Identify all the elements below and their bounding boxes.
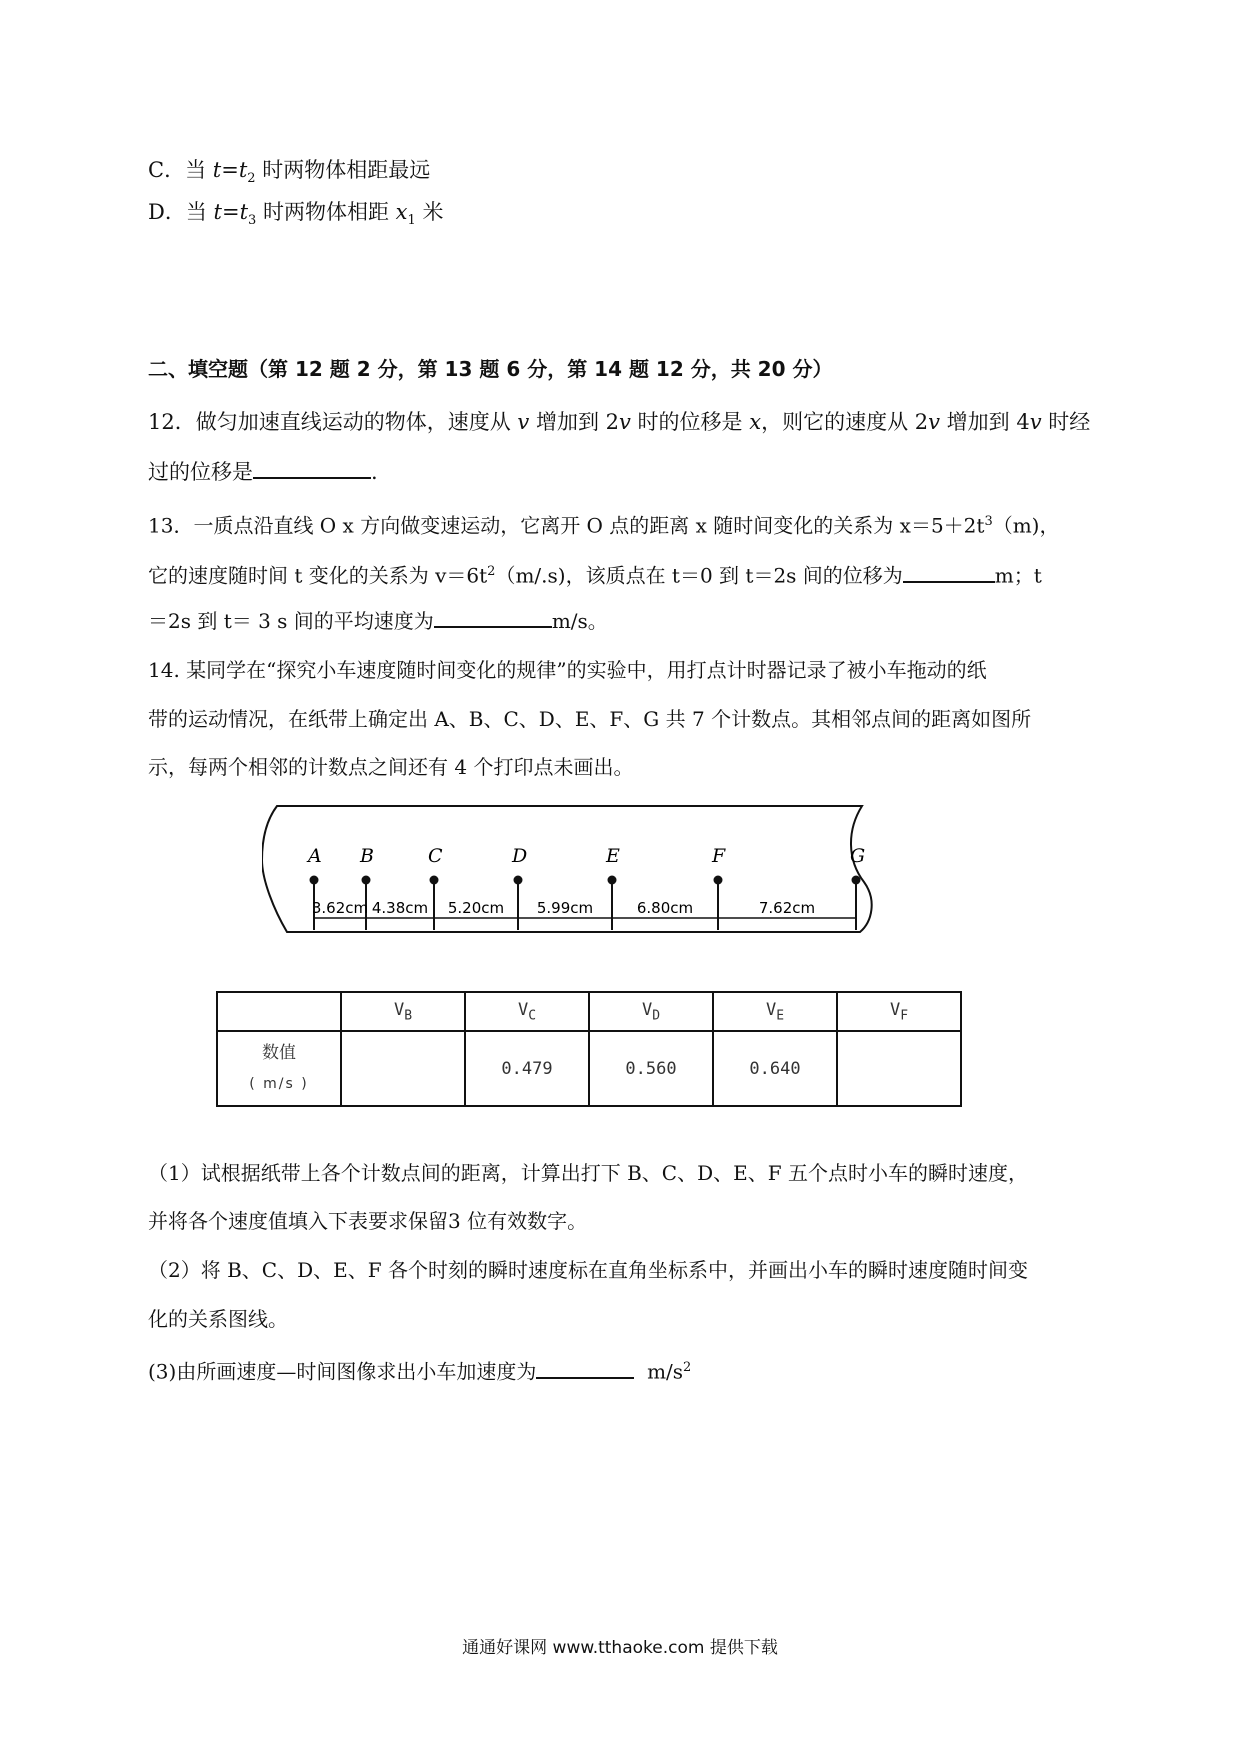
q14-part2-line2: 化的关系图线。	[148, 1307, 288, 1331]
row-label: 数值 ( m/s )	[217, 1031, 341, 1106]
tape-distance-label: 6.80cm	[636, 899, 694, 917]
q14-part3: (3)由所画速度—时间图像求出小车加速度为 $m/s^2$	[148, 1352, 691, 1388]
value-vf[interactable]	[837, 1031, 961, 1106]
q13-line3: ＝2s 到 t＝ 3 s 间的平均速度为 m/s。	[148, 604, 608, 637]
value-vd: 0.560	[589, 1031, 713, 1106]
header-vb: $V_B$	[341, 992, 465, 1031]
q14-part1-line1: （1）试根据纸带上各个计数点间的距离，计算出打下 B、C、D、E、F 五个点时小车的瞬时速度，	[148, 1161, 1028, 1185]
page-footer: 通通好课网 www.tthaoke.com 提供下载	[462, 1638, 778, 1658]
q14-line2: 带的运动情况，在纸带上确定出 A、B、C、D、E、F、G 共 7 个计数点。其相邻点间的距离如图所	[148, 707, 1032, 731]
q13-avg-velocity-blank[interactable]	[434, 604, 552, 628]
tape-point-label: E	[606, 845, 620, 867]
header-vf: $V_F$	[837, 992, 961, 1031]
q14-part1-line2: 并将各个速度值填入下表要求保留3 位有效数字。	[148, 1209, 588, 1233]
table-corner-cell	[217, 992, 341, 1031]
acceleration-blank[interactable]	[536, 1355, 634, 1379]
value-vc: 0.479	[465, 1031, 589, 1106]
value-vb[interactable]	[341, 1031, 465, 1106]
tape-distance-label: 3.62cm	[311, 899, 369, 917]
q13-displacement-blank[interactable]	[903, 559, 995, 583]
velocity-table	[216, 991, 962, 1107]
option-d: D．当 $t=t_3$ 时两物体相距 $x_1$ 米	[148, 200, 444, 229]
value-ve: 0.640	[713, 1031, 837, 1106]
ticker-tape-diagram	[262, 800, 882, 940]
tape-distance-label: 5.99cm	[536, 899, 594, 917]
q12-answer-blank[interactable]	[253, 455, 371, 479]
tape-point-label: F	[712, 845, 726, 867]
q13-line2: 它的速度随时间 t 变化的关系为 $v=6t^2(m/.s)$，该质点在 t＝0 到 t＝2s 间的位移为 m；t	[148, 556, 1042, 592]
tape-point-label: A	[308, 845, 322, 867]
section-heading: 二、填空题（第 12 题 2 分，第 13 题 6 分，第 14 题 12 分，共 20 分）	[148, 357, 833, 381]
q13-line1: 13．一质点沿直线 O x 方向做变速运动，它离开 O 点的距离 x 随时间变化的关系为 $x=5+2t^3(m)$，	[148, 513, 1060, 538]
tape-point-label: B	[360, 845, 374, 867]
q12-line2: 过的位移是 .	[148, 455, 378, 488]
tape-point-label: G	[850, 845, 866, 867]
table-header-row	[217, 992, 961, 1031]
tape-distance-label: 7.62cm	[758, 899, 816, 917]
table-row	[217, 1031, 961, 1106]
option-c: C．当 $t=t_2$ 时两物体相距最远	[148, 158, 431, 187]
tape-point-label: C	[428, 845, 443, 867]
q14-part2-line1: （2）将 B、C、D、E、F 各个时刻的瞬时速度标在直角坐标系中，并画出小车的瞬时速度随时间变	[148, 1258, 1028, 1282]
header-vc: $V_C$	[465, 992, 589, 1031]
q14-line1: 14. 某同学在“探究小车速度随时间变化的规律”的实验中，用打点计时器记录了被小车拖动的纸	[148, 658, 987, 682]
header-ve: $V_E$	[713, 992, 837, 1031]
q12-line1: 12．做匀加速直线运动的物体，速度从 v 增加到 2v 时的位移是 x，则它的速度从 2v 增加到 4v 时经	[148, 410, 1091, 434]
tape-distance-label: 4.38cm	[371, 899, 429, 917]
header-vd: $V_D$	[589, 992, 713, 1031]
tape-point-label: D	[512, 845, 528, 867]
tape-distance-label: 5.20cm	[447, 899, 505, 917]
q14-line3: 示，每两个相邻的计数点之间还有 4 个打印点未画出。	[148, 755, 634, 779]
